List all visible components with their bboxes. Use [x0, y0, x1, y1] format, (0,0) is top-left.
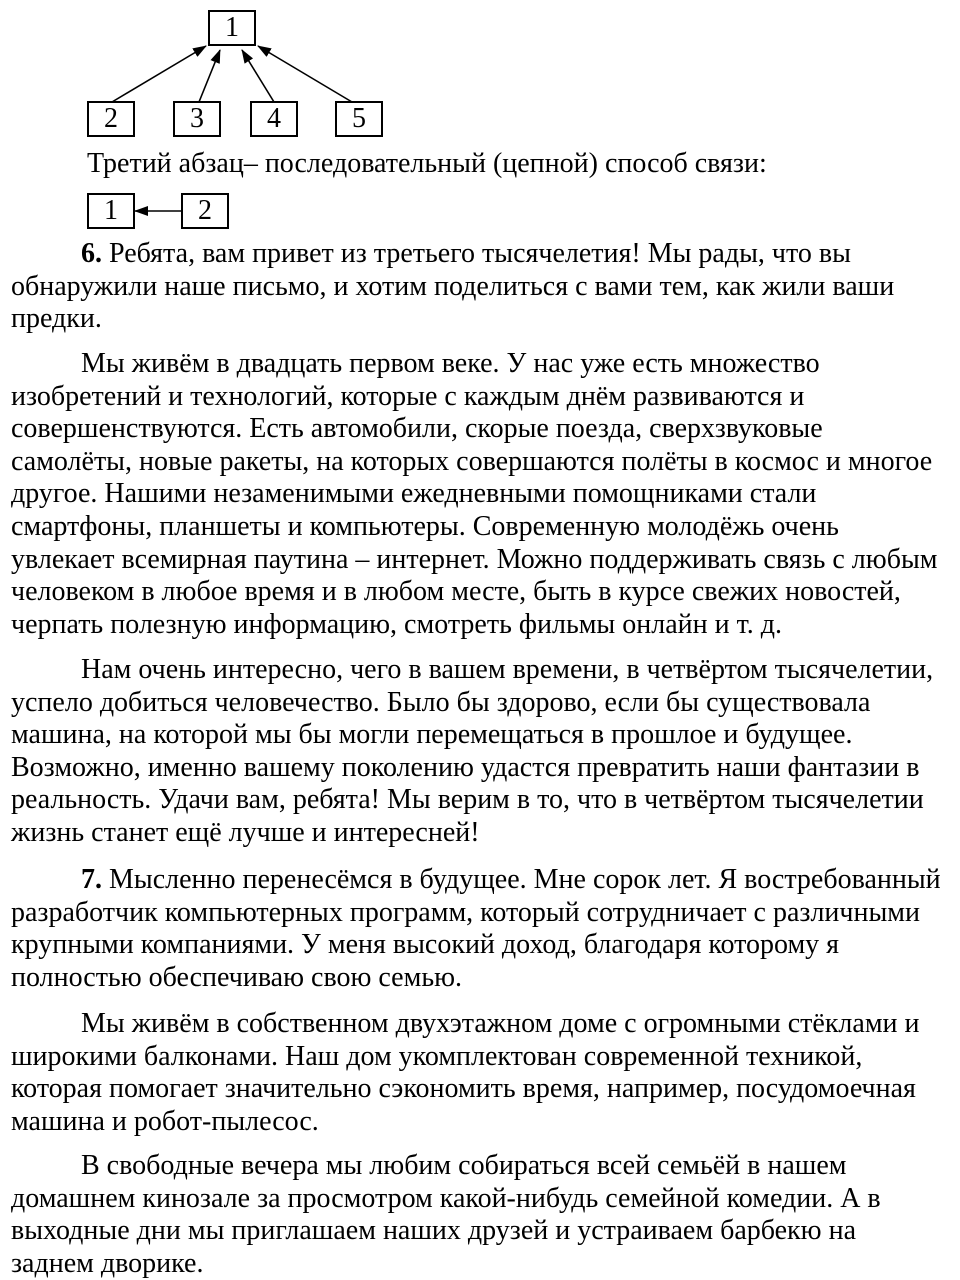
text-line-content: Мысленно перенесёмся в будущее. Мне сорок лет. Я востребованный	[102, 864, 941, 895]
diagram1-box-bottom: 4	[250, 101, 298, 137]
text-line: домашнем кинозале за просмотром какой-нибудь семейной комедии. А в	[11, 1182, 881, 1214]
text-line: выходные дни мы приглашаем наших друзей и устраиваем барбекю на	[11, 1215, 856, 1247]
text-line: Мы живём в собственном двухэтажном доме с огромными стёклами и	[81, 1008, 920, 1039]
paragraph	[11, 348, 957, 641]
text-line: изобретений и технологий, которые с каждым днём развиваются и	[11, 380, 805, 412]
text-line: полностью обеспечиваю свою семью.	[11, 961, 463, 993]
paragraph	[11, 1008, 957, 1138]
text-line: широкими балконами. Наш дом укомплектован современной техникой,	[11, 1040, 863, 1072]
diagram1-box-top: 1	[208, 10, 256, 46]
text-line	[11, 864, 957, 897]
text-line: В свободные вечера мы любим собираться всей семьёй в нашем	[81, 1150, 847, 1181]
text-line: обнаружили наше письмо, и хотим поделиться с вами тем, как жили ваши	[11, 270, 895, 302]
text-line	[11, 238, 957, 271]
text-line: жизнь станет ещё лучше и интересней!	[11, 816, 480, 848]
text-line: разработчик компьютерных программ, который сотрудничает с различными	[11, 896, 920, 928]
paragraph	[11, 654, 957, 850]
text-line: Нам очень интересно, чего в вашем времени, в четвёртом тысячелетии,	[81, 654, 934, 685]
text-line: успело добиться человечество. Было бы здорово, если бы существовала	[11, 686, 871, 718]
text-line: предки.	[11, 303, 102, 335]
diagram1-box-bottom: 5	[335, 101, 383, 137]
text-line: машина, на которой мы бы могли перемещаться в прошлое и будущее.	[11, 719, 853, 751]
diagram2-box-left: 1	[87, 193, 135, 229]
text-line: совершенствуются. Есть автомобили, скорые поезда, сверхзвуковые	[11, 413, 823, 445]
text-line: заднем дворике.	[11, 1247, 204, 1279]
task-number: 7.	[81, 864, 102, 895]
text-line: Мы живём в двадцать первом веке. У нас уже есть множество	[81, 348, 820, 379]
diagram1-box-bottom: 2	[87, 101, 135, 137]
diagram-caption: Третий абзац– последовательный (цепной) способ связи:	[87, 148, 767, 179]
text-line: смартфоны, планшеты и компьютеры. Современную молодёжь очень	[11, 510, 839, 542]
text-line: другое. Нашими незаменимыми ежедневными помощниками стали	[11, 478, 817, 510]
paragraph-task-7	[11, 864, 957, 994]
text-line: увлекает всемирная паутина – интернет. Можно поддерживать связь с любым	[11, 543, 938, 575]
text-line-content: Ребята, вам привет из третьего тысячелетия! Мы рады, что вы	[102, 238, 851, 269]
diagram2-box-right: 2	[181, 193, 229, 229]
text-line: крупными компаниями. У меня высокий доход, благодаря которому я	[11, 929, 840, 961]
task-number: 6.	[81, 238, 102, 269]
diagram-chain-connection	[0, 0, 960, 240]
text-line: машина и робот-пылесос.	[11, 1105, 319, 1137]
text-line: самолёты, новые ракеты, на которых совершаются полёты в космос и многое	[11, 445, 933, 477]
paragraph	[11, 1150, 957, 1280]
text-line: которая помогает значительно сэкономить время, например, посудомоечная	[11, 1073, 916, 1105]
paragraph-task-6	[11, 238, 957, 336]
text-line: человеком в любое время и в любом месте, быть в курсе свежих новостей,	[11, 576, 901, 608]
text-line: черпать полезную информацию, смотреть фильмы онлайн и т. д.	[11, 608, 782, 640]
text-line: Возможно, именно вашему поколению удастся превратить наши фантазии в	[11, 751, 920, 783]
diagram1-box-bottom: 3	[173, 101, 221, 137]
text-line: реальность. Удачи вам, ребята! Мы верим в то, что в четвёртом тысячелетии	[11, 784, 924, 816]
